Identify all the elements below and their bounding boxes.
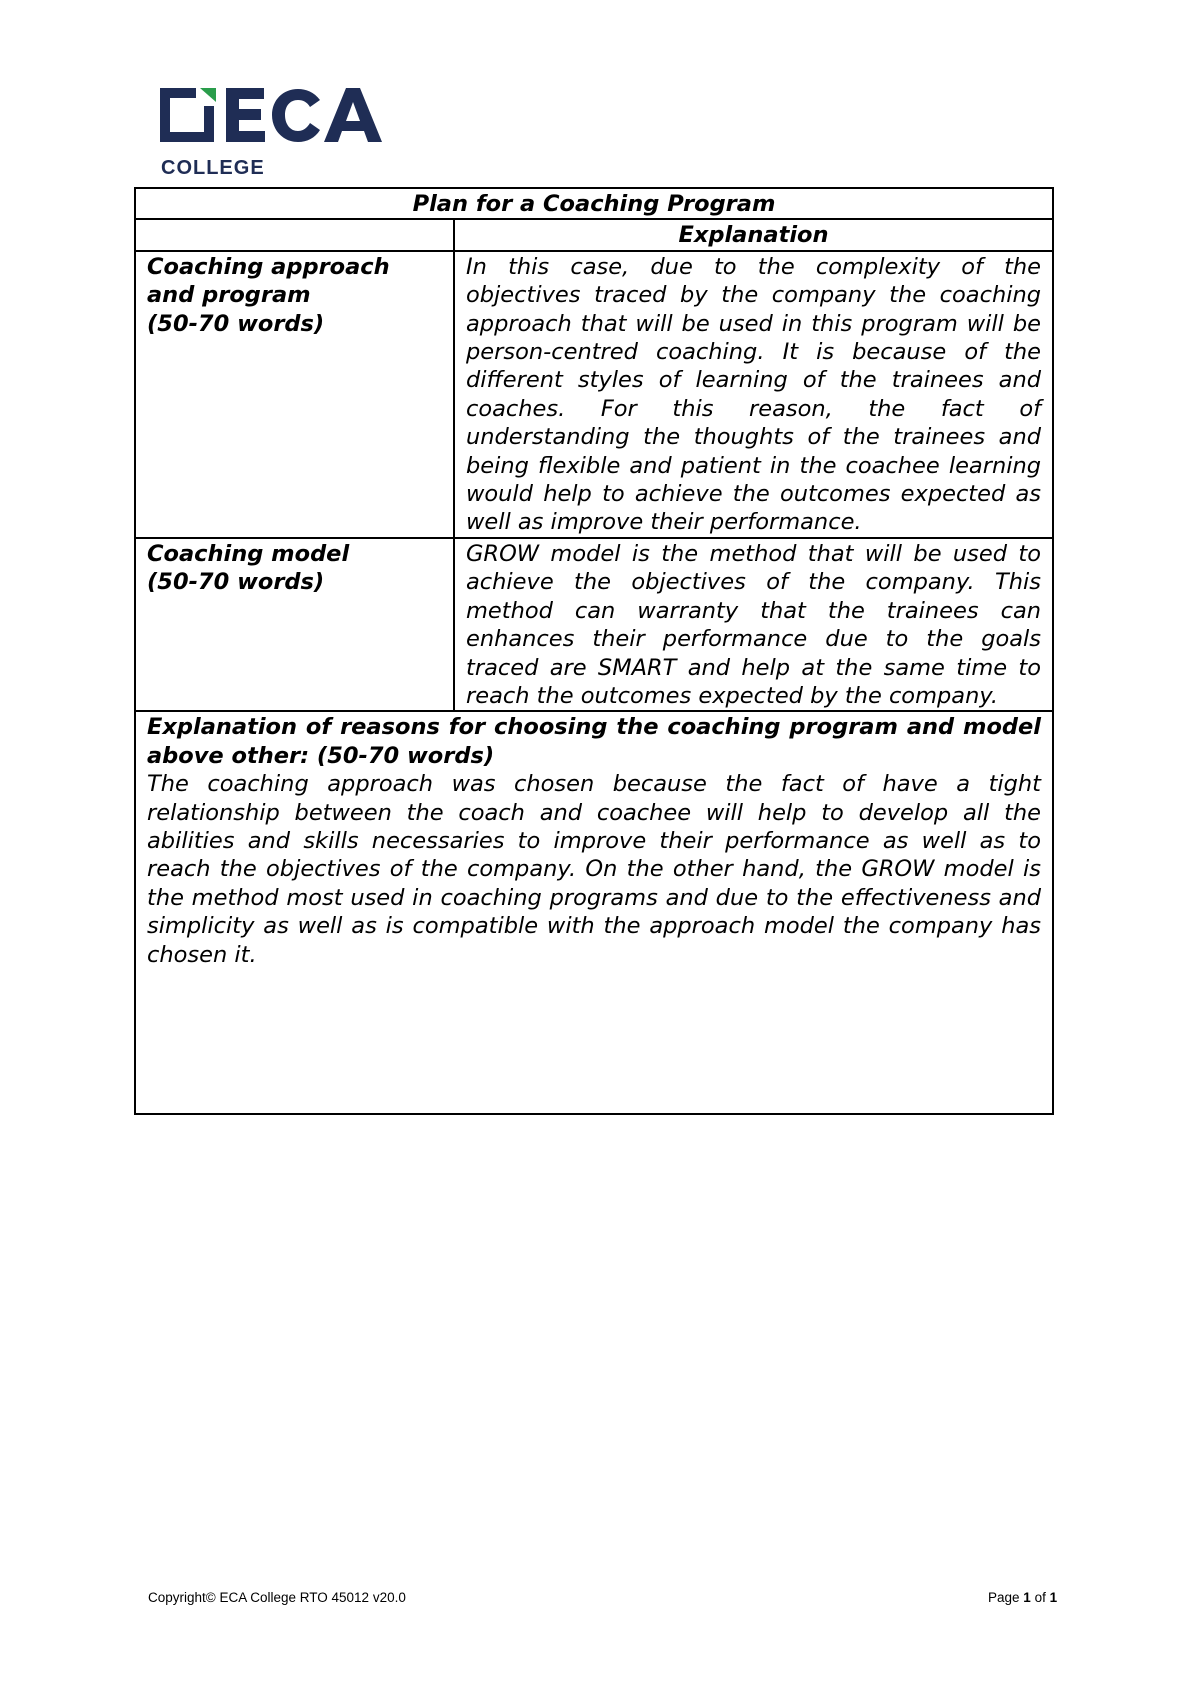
table-row [135,538,1053,711]
row-text-coaching-approach: In this case, due to the complexity of the objectives traced by the company the coaching approach that will be used in this program will be person-centred coaching. It is because of the different styles of learning of the trainees and coaches. For this reason, the fact of understanding the thoughts of the trainees and being flexible and patient in the coachee learning would help to achieve the outcomes expected as well as improve their performance. [454,251,1053,538]
page-label: Page [988,1590,1020,1605]
page-current: 1 [1023,1590,1031,1605]
row-label-line: Coaching approach [147,253,390,280]
table-header-row [135,219,1053,250]
row-text-coaching-model: GROW model is the method that will be used to achieve the objectives of the company. This method can warranty that the trainees can enhances their performance due to the goals traced are SMART and help at the same time to reach the outcomes expected by the company. [454,538,1053,711]
reasons-text: The coaching approach was chosen because the fact of have a tight relationship between the coach and coachee will help to develop all the abilities and skills necessaries to improve their performance as well as to reach the objectives of the company. On the other hand, the GROW model is the method most used in coaching programs and due to the effectiveness and simplicity as well as is compatible with the approach model the company has chosen it. [147,771,1042,968]
reasons-cell [135,711,1053,1114]
row-label-coaching-model [135,538,454,711]
row-label-line: (50-70 words) [147,569,325,596]
eca-college-logo [160,84,430,178]
page-of: of [1034,1590,1046,1605]
row-label-coaching-approach [135,251,454,538]
logo-wordmark [226,88,382,142]
logo-tagline: COLLEGE [161,157,265,178]
logo-mark-icon [160,88,216,142]
header-empty-cell [135,219,454,250]
reasons-heading: Explanation of reasons for choosing the coaching program and model above other: (50-70 words) [147,714,1042,769]
footer-page-number [988,1590,1057,1605]
footer-copyright: Copyright© ECA College RTO 45012 v20.0 [148,1590,406,1605]
row-label-line: Coaching model [147,540,350,567]
table-row [135,251,1053,538]
row-label-line: (50-70 words) [147,310,325,337]
table-title-row [135,188,1053,219]
page-total: 1 [1049,1590,1058,1605]
table-title: Plan for a Coaching Program [135,188,1053,219]
coaching-plan-table [134,187,1054,1115]
row-label-line: and program [147,282,311,309]
table-row [135,711,1053,1114]
explanation-header: Explanation [454,219,1053,250]
